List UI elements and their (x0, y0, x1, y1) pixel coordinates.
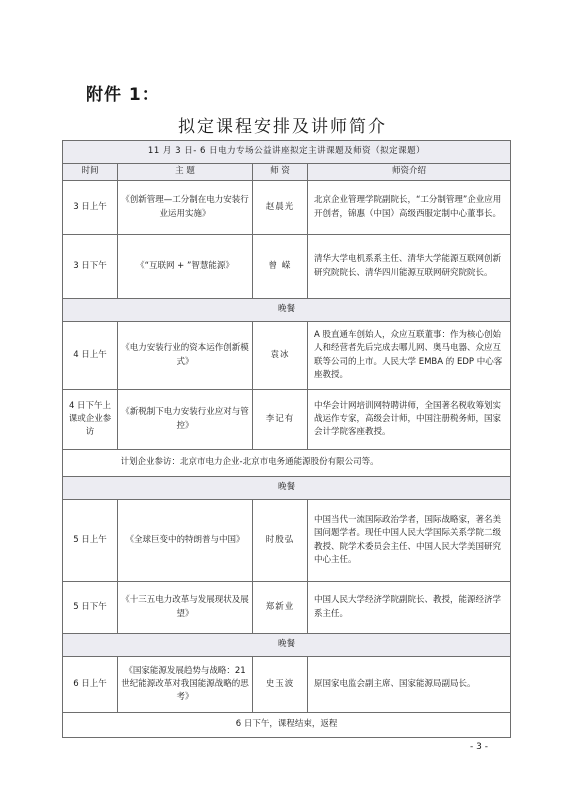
meal-label: 晚餐 (63, 477, 511, 500)
page-number: - 3 - (470, 742, 488, 752)
row-bio: 原国家电监会副主席、国家能源局副局长。 (308, 657, 511, 713)
table-row (63, 322, 511, 390)
final-note-row (63, 713, 511, 738)
row-topic: 《国家能源发展趋势与战略：21 世纪能源改革对我国能源战略的思考》 (118, 657, 253, 713)
table-row (63, 582, 511, 634)
row-bio: 中华会计网培训网特聘讲师，全国著名税收筹划实战运作专家，高级会计师，中国注册税务师，国家会计学院客座教授。 (308, 390, 511, 450)
table-row (63, 181, 511, 235)
row-speaker: 史玉波 (253, 657, 308, 713)
meal-row (63, 634, 511, 657)
row-topic: 《“互联网 + ”智慧能源》 (118, 235, 253, 299)
row-time: 4 日上午 (63, 322, 118, 390)
row-bio: 清华大学电机系系主任、清华大学能源互联网创新研究院院长、清华四川能源互联网研究院院长。 (308, 235, 511, 299)
row-topic: 《新税制下电力安装行业应对与管控》 (118, 390, 253, 450)
row-time: 5 日下午 (63, 582, 118, 634)
table-header-row (63, 164, 511, 181)
table-row (63, 390, 511, 450)
row-topic: 《创新管理—工分制在电力安装行业运用实施》 (118, 181, 253, 235)
table-caption-row (63, 141, 511, 164)
row-speaker: 郑新业 (253, 582, 308, 634)
table-row (63, 500, 511, 582)
meal-row (63, 477, 511, 500)
meal-row (63, 299, 511, 322)
final-note: 6 日下午，课程结束，返程 (63, 713, 511, 738)
visit-note-row (63, 450, 511, 477)
table-row (63, 657, 511, 713)
row-topic: 《十三五电力改革与发展现状及展望》 (118, 582, 253, 634)
column-header-time: 时间 (63, 164, 118, 181)
attachment-label: 附件 1： (86, 85, 160, 105)
column-header-topic: 主 题 (118, 164, 253, 181)
table-caption: 11 月 3 日- 6 日电力专场公益讲座拟定主讲课题及师资（拟定课题） (63, 141, 511, 164)
row-time: 3 日下午 (63, 235, 118, 299)
row-speaker: 时殷弘 (253, 500, 308, 582)
document-title: 拟定课程安排及讲师简介 (178, 117, 387, 137)
schedule-table (62, 140, 511, 738)
meal-label: 晚餐 (63, 634, 511, 657)
row-speaker: 赵晨光 (253, 181, 308, 235)
row-speaker: 曾 嵘 (253, 235, 308, 299)
column-header-bio: 师资介绍 (308, 164, 511, 181)
meal-label: 晚餐 (63, 299, 511, 322)
row-time: 3 日上午 (63, 181, 118, 235)
row-time: 4 日下午上课或企业参访 (63, 390, 118, 450)
row-time: 5 日上午 (63, 500, 118, 582)
row-topic: 《电力安装行业的资本运作创新模式》 (118, 322, 253, 390)
row-bio: A 股直通车创始人，众应互联董事：作为核心创始人和经营者先后完成去哪儿网、奥马电器、众应互联等公司的上市。人民大学 EMBA 的 EDP 中心客座教授。 (308, 322, 511, 390)
column-header-speaker: 师 资 (253, 164, 308, 181)
row-speaker: 袁冰 (253, 322, 308, 390)
row-bio: 北京企业管理学院副院长，“工分制管理”企业应用开创者，锦惠（中国）高级西服定制中心董事长。 (308, 181, 511, 235)
table-row (63, 235, 511, 299)
row-time: 6 日上午 (63, 657, 118, 713)
row-speaker: 李记有 (253, 390, 308, 450)
visit-note: 计划企业参访：北京市电力企业-北京市电务通能源股份有限公司等。 (118, 450, 511, 477)
row-topic: 《全球巨变中的特朗普与中国》 (118, 500, 253, 582)
row-bio: 中国当代一流国际政治学者，国际战略家，著名美国问题学者。现任中国人民大学国际关系学院二级教授、院学术委员会主任、中国人民大学美国研究中心主任。 (308, 500, 511, 582)
row-bio: 中国人民大学经济学院副院长、教授，能源经济学系主任。 (308, 582, 511, 634)
